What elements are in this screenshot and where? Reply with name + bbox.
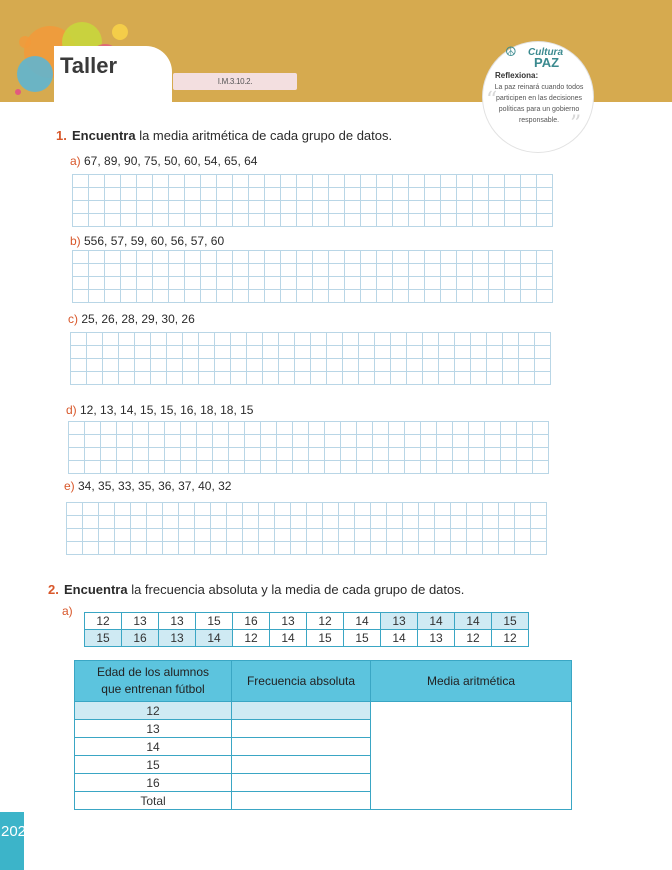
data-cell: 14 [381, 630, 418, 647]
age-cell: 15 [75, 756, 232, 774]
data-cell: 14 [455, 613, 492, 630]
data-cell: 14 [270, 630, 307, 647]
data-cell: 15 [196, 613, 233, 630]
data-values-table [84, 612, 529, 647]
question-2-text: Encuentra la frecuencia absoluta y la media de cada grupo de datos. [64, 582, 465, 597]
data-cell: 13 [159, 613, 196, 630]
table-row [75, 702, 572, 720]
data-cell: 13 [418, 630, 455, 647]
header-age: Edad de los alumnos que entrenan fútbol [75, 661, 232, 702]
question-2-number: 2. [48, 582, 59, 597]
answer-grid-e[interactable] [66, 502, 547, 555]
dove-icon: ☮ [505, 44, 517, 59]
answer-grid-c[interactable] [70, 332, 551, 385]
data-cell: 15 [492, 613, 529, 630]
frequency-table-header [75, 661, 572, 702]
total-input-cell[interactable] [232, 792, 371, 810]
header-mean: Media aritmética [371, 661, 572, 702]
age-cell: 16 [75, 774, 232, 792]
answer-grid-b[interactable] [72, 250, 553, 303]
question-1-number: 1. [56, 128, 67, 143]
q1-item-b: b) 556, 57, 59, 60, 56, 57, 60 [70, 234, 225, 248]
age-cell: 13 [75, 720, 232, 738]
answer-grid-d[interactable] [68, 421, 549, 474]
data-cell: 12 [233, 630, 270, 647]
data-cell: 12 [492, 630, 529, 647]
data-cell: 12 [307, 613, 344, 630]
data-row-2 [85, 630, 529, 647]
data-cell: 13 [270, 613, 307, 630]
page-number-tab [0, 812, 27, 870]
section-title: Taller [60, 53, 118, 78]
question-1-text: Encuentra la media aritmética de cada grupo de datos. [72, 128, 393, 143]
quote-close-icon: ” [570, 112, 582, 137]
age-cell: 14 [75, 738, 232, 756]
badge-paz: PAZ [534, 55, 560, 70]
frequency-input-cell[interactable] [232, 720, 371, 738]
data-cell: 15 [344, 630, 381, 647]
q1-item-a: a) 67, 89, 90, 75, 50, 60, 54, 65, 64 [70, 154, 258, 168]
frequency-table [74, 660, 572, 810]
data-cell: 12 [85, 613, 122, 630]
total-label-cell: Total [75, 792, 232, 810]
reflection-label: Reflexiona: [495, 71, 539, 80]
quote-open-icon: “ [486, 88, 498, 113]
frequency-input-cell[interactable] [232, 702, 371, 720]
badge-cultura: Cultura [528, 47, 563, 58]
mean-answer-cell[interactable] [371, 702, 572, 810]
header-frequency: Frecuencia absoluta [232, 661, 371, 702]
data-cell: 13 [122, 613, 159, 630]
q1-item-c: c) 25, 26, 28, 29, 30, 26 [68, 312, 195, 326]
page-number: 202 [1, 823, 27, 840]
data-cell: 15 [85, 630, 122, 647]
q1-item-e: e) 34, 35, 33, 35, 36, 37, 40, 32 [64, 479, 232, 493]
answer-grid-a[interactable] [72, 174, 553, 227]
q2-item-a: a) [62, 604, 73, 618]
data-cell: 16 [233, 613, 270, 630]
data-row-1 [85, 613, 529, 630]
data-cell: 14 [344, 613, 381, 630]
frequency-input-cell[interactable] [232, 774, 371, 792]
data-cell: 13 [381, 613, 418, 630]
data-cell: 14 [196, 630, 233, 647]
data-cell: 13 [159, 630, 196, 647]
data-cell: 16 [122, 630, 159, 647]
data-cell: 15 [307, 630, 344, 647]
age-cell: 12 [75, 702, 232, 720]
data-cell: 14 [418, 613, 455, 630]
curriculum-code: I.M.3.10.2. [173, 73, 297, 90]
frequency-input-cell[interactable] [232, 756, 371, 774]
q1-item-d: d) 12, 13, 14, 15, 15, 16, 18, 18, 15 [66, 403, 254, 417]
data-cell: 12 [455, 630, 492, 647]
frequency-input-cell[interactable] [232, 738, 371, 756]
reflection-text: La paz reinará cuando todos participen en las decisiones políticas para un gobierno responsable. [494, 84, 584, 124]
